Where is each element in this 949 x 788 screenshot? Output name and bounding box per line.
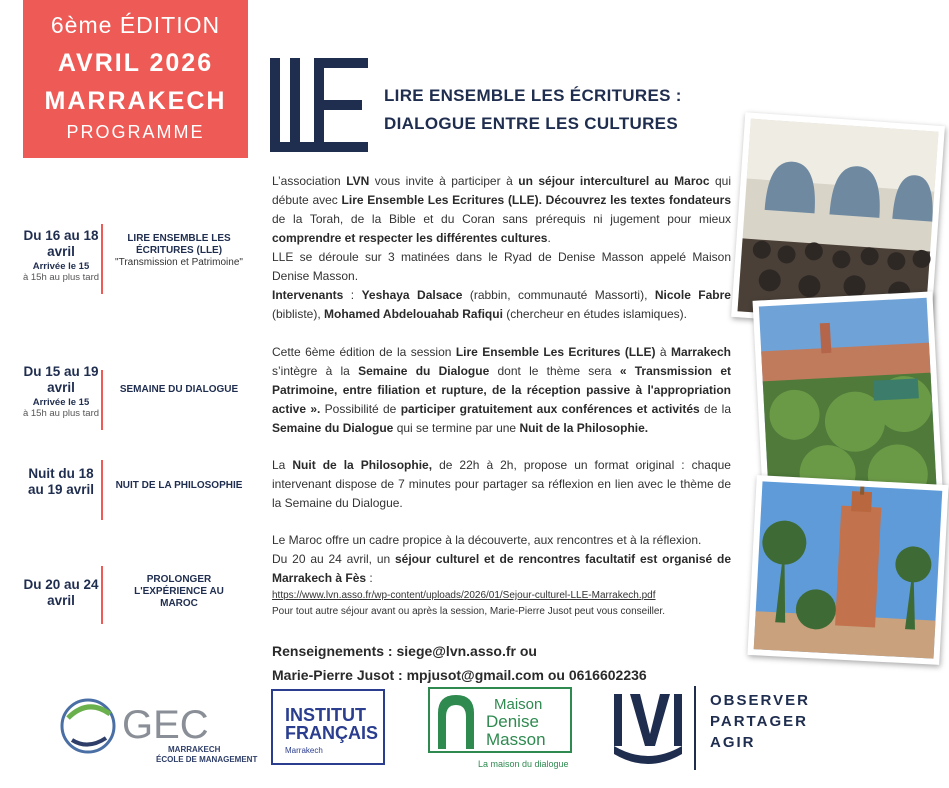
- gec-name: GEC: [122, 703, 209, 747]
- text: Yeshaya Dalsace: [361, 288, 463, 302]
- text: de 22h à 2h, propose un format original : chaque intervenant dispose de 7 minutes pour partager sa réflexion en lien avec le thème de la Semaine du Dialogue.: [272, 458, 731, 510]
- text: La: [272, 458, 293, 472]
- speakers-text: [272, 286, 731, 324]
- text: Du 20 au 24 avril, un: [272, 552, 395, 566]
- text: comprendre et respecter les différentes cultures: [272, 231, 548, 245]
- lvn-logo: [610, 686, 700, 770]
- text: Nicole Fabre: [654, 288, 731, 302]
- lvn-motto: [710, 690, 810, 753]
- schedule-date-2: [22, 364, 100, 419]
- text: qui débute avec: [272, 174, 732, 207]
- divider-bar: [101, 370, 103, 430]
- schedule-date-4: [22, 577, 100, 609]
- text: Nuit de la Philosophie,: [292, 458, 433, 472]
- text: LVN: [346, 174, 370, 188]
- title-line-1: LIRE ENSEMBLE LES ÉCRITURES :: [384, 86, 682, 105]
- text: (bibliste),: [272, 307, 325, 321]
- title-line-2: DIALOGUE ENTRE LES CULTURES: [384, 114, 678, 133]
- text: un séjour interculturel au Maroc: [518, 174, 710, 188]
- contact-line-2: Marie-Pierre Jusot : mpjusot@gmail.com ou 0616602236: [272, 667, 647, 683]
- gec-city: MARRAKECH: [168, 745, 221, 754]
- divider-bar: [101, 224, 103, 294]
- programme-label: PROGRAMME: [66, 122, 205, 142]
- text: « Transmission et Patrimoine, entre filiation et rupture, de la réception passive à l'appropriation active ».: [272, 364, 732, 416]
- text: .: [547, 231, 551, 245]
- text: s’intègre à la: [272, 364, 359, 378]
- motto-partager: PARTAGER: [710, 713, 808, 730]
- text: Nuit de la Philosophie.: [519, 421, 649, 435]
- trip-link[interactable]: https://www.lvn.asso.fr/wp-content/uploads/2026/01/Sejour-culturel-LLE-Marrakech.pdf: [272, 590, 656, 601]
- text: L’association: [272, 174, 347, 188]
- morocco-paragraph: [272, 531, 731, 620]
- contact-line-1: Renseignements : siege@lvn.asso.fr ou: [272, 643, 537, 659]
- philosophy-paragraph: [272, 456, 731, 513]
- text: séjour culturel et de rencontres facultatif est organisé de Marrakech à Fès: [272, 552, 731, 585]
- institut-line-1: INSTITUT: [285, 705, 366, 725]
- text: Semaine du Dialogue: [272, 421, 394, 435]
- text: (chercheur en études islamiques).: [502, 307, 688, 321]
- maison-line-2: Denise: [486, 712, 539, 731]
- arrival-text: Arrivée le 15: [32, 397, 90, 408]
- schedule-event-2: [115, 384, 243, 396]
- date-text: Du 15 au 19 avril: [23, 364, 99, 395]
- event-title: NUIT DE LA PHILOSOPHIE: [115, 480, 243, 491]
- text: Intervenants: [272, 288, 344, 302]
- event-subtitle: "Transmission et Patrimoine": [115, 257, 243, 268]
- text: Lire Ensemble Les Ecritures (LLE): [455, 345, 656, 359]
- date-text: Du 16 au 18 avril: [23, 228, 99, 259]
- gec-logo: [58, 688, 258, 766]
- time-text: à 15h au plus tard: [22, 272, 100, 283]
- institut-city: Marrakech: [285, 746, 323, 755]
- intro-paragraph: [272, 172, 731, 324]
- edition-label: 6ème ÉDITION: [50, 12, 221, 38]
- schedule-date-1: [22, 228, 100, 283]
- text: Cette 6ème édition de la session: [272, 345, 456, 359]
- motto-observer: OBSERVER: [710, 692, 810, 709]
- text: :: [343, 288, 362, 302]
- edition-paragraph: [272, 343, 731, 438]
- koutoubia-image: [754, 481, 943, 658]
- city-label: MARRAKECH: [44, 87, 227, 115]
- date-text: Nuit du 18 au 19 avril: [27, 466, 95, 497]
- schedule-event-4: [115, 574, 243, 610]
- maison-line-3: Masson: [486, 730, 546, 749]
- institut-francais-logo: [271, 689, 385, 765]
- text: vous invite à participer à: [369, 174, 519, 188]
- divider-bar: [101, 460, 103, 520]
- schedule-event-3: [115, 480, 243, 492]
- main-title: [384, 82, 744, 138]
- lle-logo: [268, 58, 370, 152]
- text: de la: [699, 402, 732, 416]
- maison-denise-masson-logo: [428, 687, 576, 771]
- text: Semaine du Dialogue: [358, 364, 490, 378]
- advice-text: Pour tout autre séjour avant ou après la session, Marie-Pierre Jusot peut vous conseiller.: [272, 606, 665, 617]
- event-title: SEMAINE DU DIALOGUE: [119, 384, 239, 395]
- time-text: à 15h au plus tard: [22, 408, 100, 419]
- schedule-date-3: [22, 466, 100, 498]
- text: (rabbin, communauté Massorti),: [462, 288, 655, 302]
- edition-header: [23, 0, 248, 158]
- text: Mohamed Abdelouahab Rafiqui: [324, 307, 503, 321]
- maison-tagline: La maison du dialogue: [478, 759, 569, 769]
- text: à: [655, 345, 671, 359]
- text: Marrakech: [670, 345, 731, 359]
- text: :: [366, 571, 373, 585]
- gec-sub: ÉCOLE DE MANAGEMENT: [156, 755, 258, 764]
- venue-text: LLE se déroule sur 3 matinées dans le Ryad de Denise Masson appelé Maison Denise Masson.: [272, 250, 731, 283]
- date-text: Du 20 au 24 avril: [23, 577, 99, 608]
- event-title: PROLONGER L'EXPÉRIENCE AU MAROC: [134, 574, 224, 609]
- text: Possibilité de: [320, 402, 401, 416]
- text: qui se termine par une: [393, 421, 520, 435]
- schedule-event-1: [115, 233, 243, 269]
- institut-line-2: FRANÇAIS: [285, 723, 378, 743]
- motto-agir: AGIR: [710, 734, 756, 751]
- koutoubia-photo: [747, 475, 948, 665]
- text: Le Maroc offre un cadre propice à la découverte, aux rencontres et à la réflexion.: [272, 533, 702, 547]
- divider-bar: [101, 566, 103, 624]
- arrival-text: Arrivée le 15: [32, 261, 90, 272]
- event-title: LIRE ENSEMBLE LES ÉCRITURES (LLE): [127, 233, 231, 256]
- text: de la Torah, de la Bible et du Coran sans prérequis ni jugement pour mieux: [272, 212, 731, 226]
- text: Lire Ensemble Les Ecritures (LLE). Découvrez les textes fondateurs: [341, 193, 731, 207]
- maison-line-1: Maison: [494, 696, 543, 713]
- text: participer gratuitement aux conférences et activités: [400, 402, 700, 416]
- month-label: AVRIL 2026: [57, 49, 214, 77]
- text: dont le thème sera: [489, 364, 620, 378]
